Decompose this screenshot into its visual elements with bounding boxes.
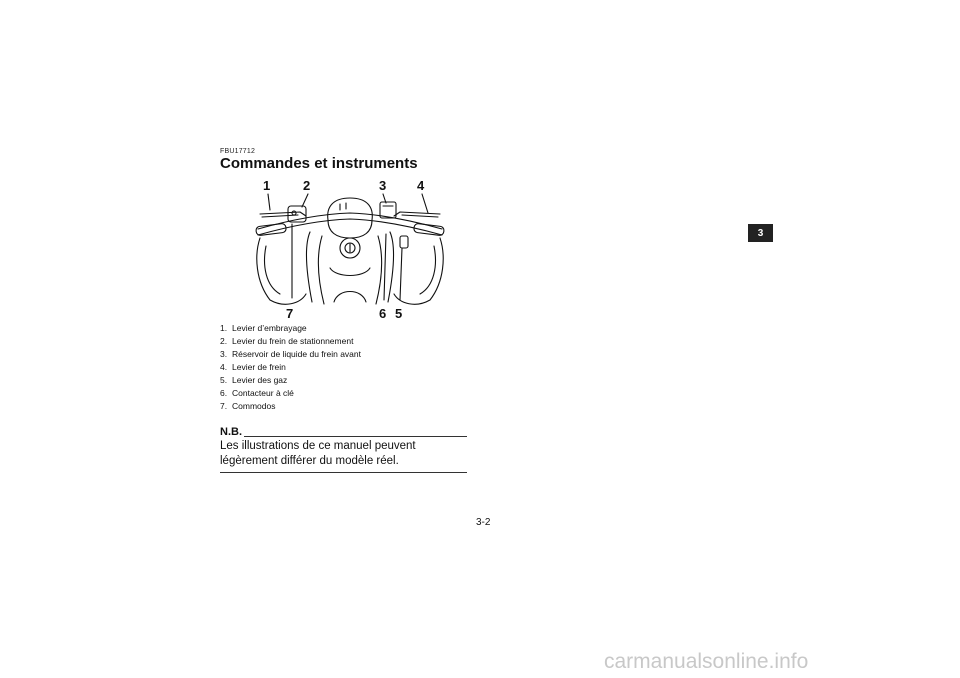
legend-item: 2. Levier du frein de stationnement — [220, 336, 354, 346]
legend-item: 6. Contacteur à clé — [220, 388, 294, 398]
note-end-rule — [220, 472, 467, 473]
note-rule — [244, 436, 467, 437]
page-number: 3-2 — [476, 517, 491, 528]
callout-5: 5 — [395, 306, 403, 321]
callout-3: 3 — [379, 178, 387, 193]
legend-item: 5. Levier des gaz — [220, 375, 288, 385]
handlebar-drawing — [250, 176, 450, 322]
parts-legend — [220, 322, 361, 413]
note-text: Les illustrations de ce manuel peuvent légèrement différer du modèle réel. — [220, 440, 416, 467]
handlebar-illustration — [250, 176, 450, 322]
callout-6: 6 — [379, 306, 387, 321]
legend-item: 3. Réservoir de liquide du frein avant — [220, 349, 361, 359]
note-header — [220, 426, 467, 438]
callout-1: 1 — [263, 178, 271, 193]
legend-item: 7. Commodos — [220, 401, 276, 411]
chapter-tab: 3 — [748, 224, 773, 242]
legend-item: 1. Levier d’embrayage — [220, 323, 307, 333]
watermark: carmanualsonline.info — [604, 650, 809, 673]
section-code: FBU17712 — [220, 148, 256, 155]
callout-7: 7 — [286, 306, 294, 321]
page-title: Commandes et instruments — [220, 155, 418, 172]
callout-2: 2 — [303, 178, 311, 193]
legend-item: 4. Levier de frein — [220, 362, 286, 372]
callout-4: 4 — [417, 178, 425, 193]
note-label: N.B. — [220, 426, 242, 438]
